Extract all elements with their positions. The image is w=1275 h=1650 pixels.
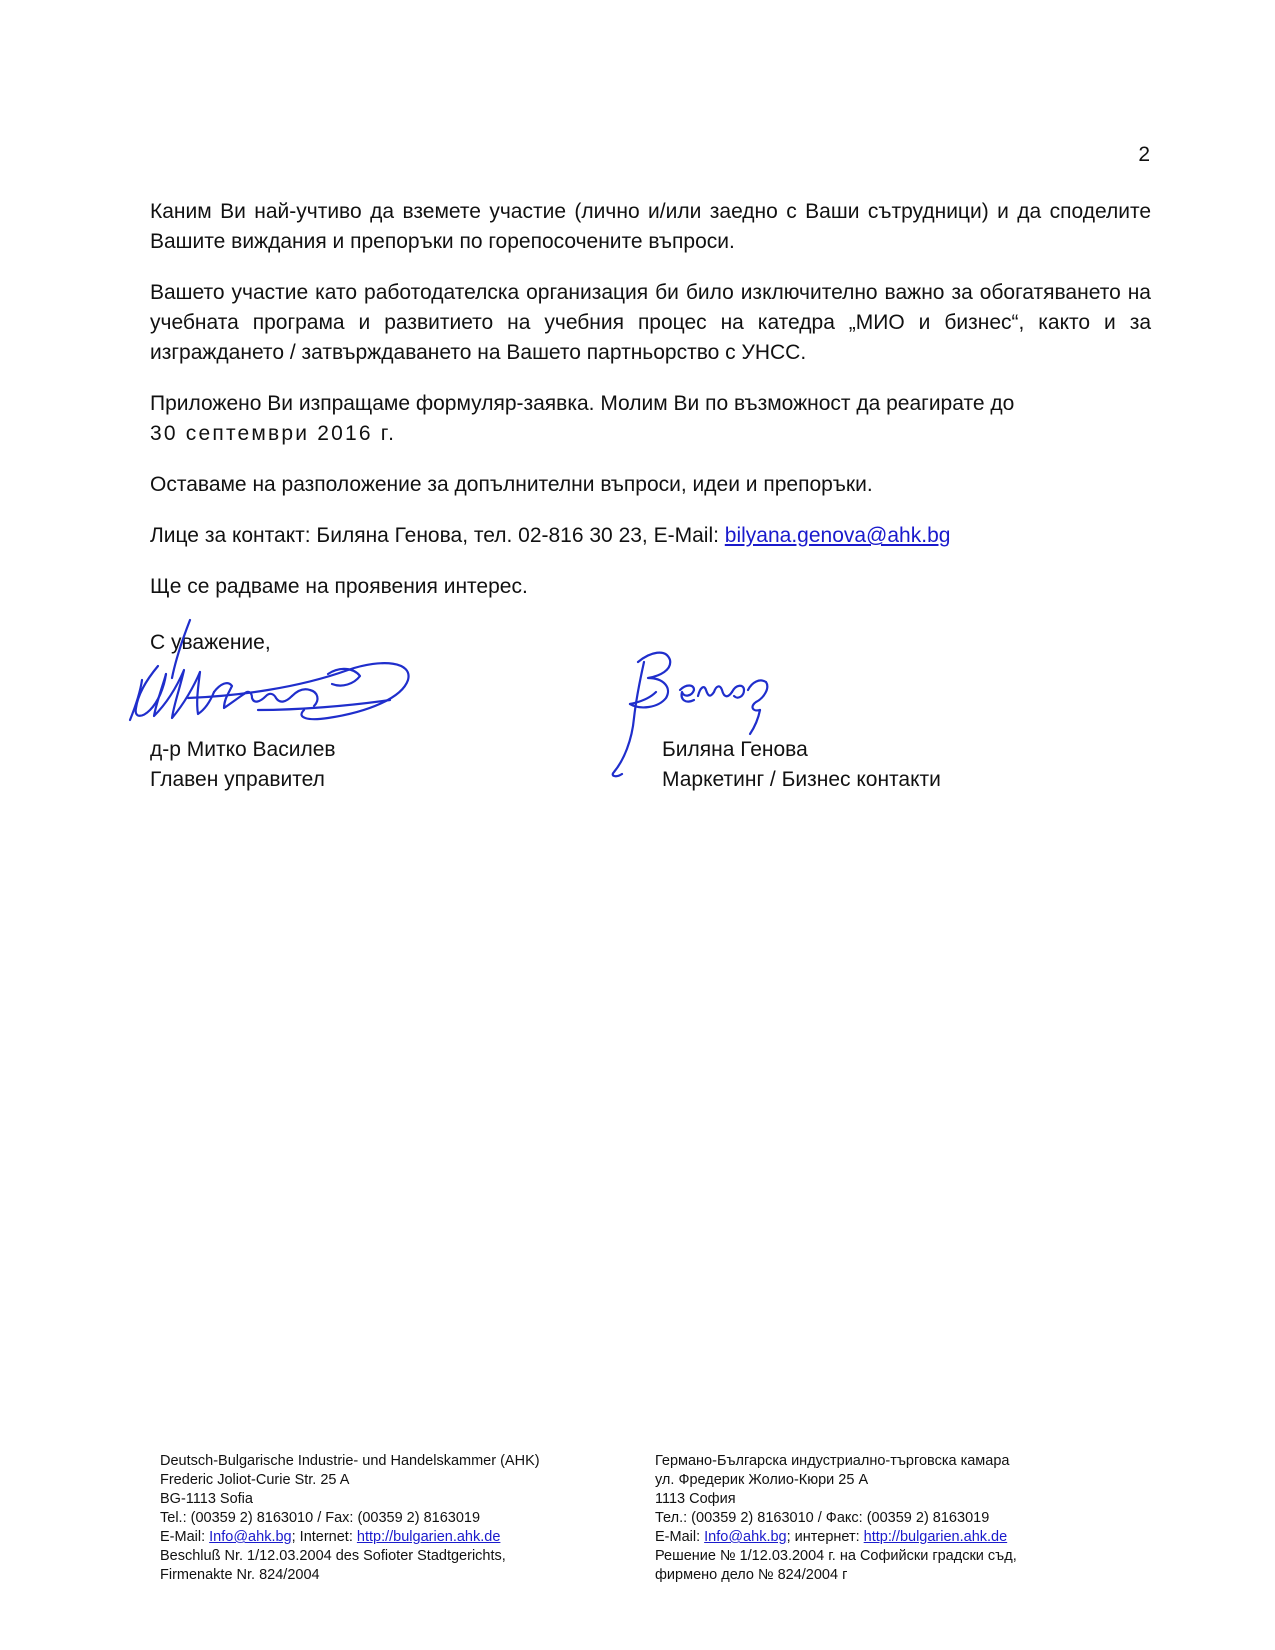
footer-german-line6: Beschluß Nr. 1/12.03.2004 des Sofioter Stadtgerichts,	[160, 1548, 506, 1564]
footer-bulgarian-contact	[655, 1528, 1017, 1547]
footer-bulgarian-internet-label: ; интернет:	[786, 1529, 864, 1545]
paragraph-contact	[150, 521, 1151, 551]
footer-german-line3: BG-1113 Sofia	[160, 1491, 253, 1507]
footer-german-internet-label: ; Internet:	[291, 1529, 357, 1545]
footer-bulgarian-line2: ул. Фредерик Жолио-Кюри 25 А	[655, 1472, 869, 1488]
signer-right-title: Маркетинг / Бизнес контакти	[662, 768, 941, 791]
paragraph-interest: Ще се радваме на проявения интерес.	[150, 575, 528, 598]
footer-bulgarian-line1: Германо-Българска индустриално-търговска камара	[655, 1453, 1010, 1469]
paragraph-availability: Оставаме на разположение за допълнителни въпроси, идеи и препоръки.	[150, 473, 873, 496]
footer-german-email-label: E-Mail:	[160, 1529, 210, 1545]
footer-german-internet-link[interactable]: http://bulgarien.ahk.de	[356, 1529, 501, 1545]
footer-bulgarian-line6: Решение № 1/12.03.2004 г. на Софийски градски съд,	[655, 1548, 1017, 1564]
footer-german-line1: Deutsch-Bulgarische Industrie- und Handelskammer (AHK)	[160, 1453, 540, 1469]
paragraph-invitation: Каним Ви най-учтиво да вземете участие (лично и/или заедно с Ваши сътрудници) и да споделите Вашите виждания и препоръки по горепосочените въпроси.	[150, 200, 1151, 253]
paragraph-participation: Вашето участие като работодателска организация би било изключително важно за обогатяването на учебната програма и развитието на учебния процес на катедра „МИО и бизнес“, както и за изграждането / затвърждаването на Вашето партньорство с УНСС.	[150, 281, 1151, 364]
signer-left-title: Главен управител	[150, 768, 325, 791]
footer-bulgarian	[655, 1452, 1017, 1585]
footer-bulgarian-line7: фирмено дело № 824/2004 г	[655, 1567, 848, 1583]
footer-bulgarian-internet-link[interactable]: http://bulgarien.ahk.de	[863, 1529, 1008, 1545]
paragraph-form	[150, 389, 1151, 449]
footer-german-email-link[interactable]: Info@ahk.bg	[209, 1529, 292, 1545]
footer-german-line7: Firmenakte Nr. 824/2004	[160, 1567, 320, 1583]
signer-left	[150, 735, 336, 795]
closing-salutation: С уважение,	[150, 631, 271, 654]
signer-right-name: Биляна Генова	[662, 738, 808, 761]
footer-german-contact	[160, 1528, 540, 1547]
page-number: 2	[1138, 143, 1150, 166]
letter-body	[150, 197, 1151, 679]
contact-text: Лице за контакт: Биляна Генова, тел. 02-816 30 23, E-Mail:	[150, 524, 725, 547]
footer-bulgarian-line3: 1113 София	[655, 1491, 736, 1507]
signer-right	[662, 735, 941, 795]
footer-bulgarian-line4: Тел.: (00359 2) 8163010 / Факс: (00359 2) 8163019	[655, 1510, 990, 1526]
signer-left-name: д-р Митко Василев	[150, 738, 336, 761]
footer-german-line4: Tel.: (00359 2) 8163010 / Fax: (00359 2) 8163019	[160, 1510, 481, 1526]
footer-german	[160, 1452, 540, 1585]
footer-german-line2: Frederic Joliot-Curie Str. 25 A	[160, 1472, 350, 1488]
paragraph-form-text: Приложено Ви изпращаме формуляр-заявка. Молим Ви по възможност да реагирате до	[150, 392, 1015, 415]
footer-bulgarian-email-link[interactable]: Info@ahk.bg	[704, 1529, 787, 1545]
footer-bulgarian-email-label: E-Mail:	[655, 1529, 705, 1545]
contact-email-link[interactable]: bilyana.genova@ahk.bg	[724, 524, 951, 547]
deadline-date: 30 септември 2016 г.	[150, 422, 397, 445]
